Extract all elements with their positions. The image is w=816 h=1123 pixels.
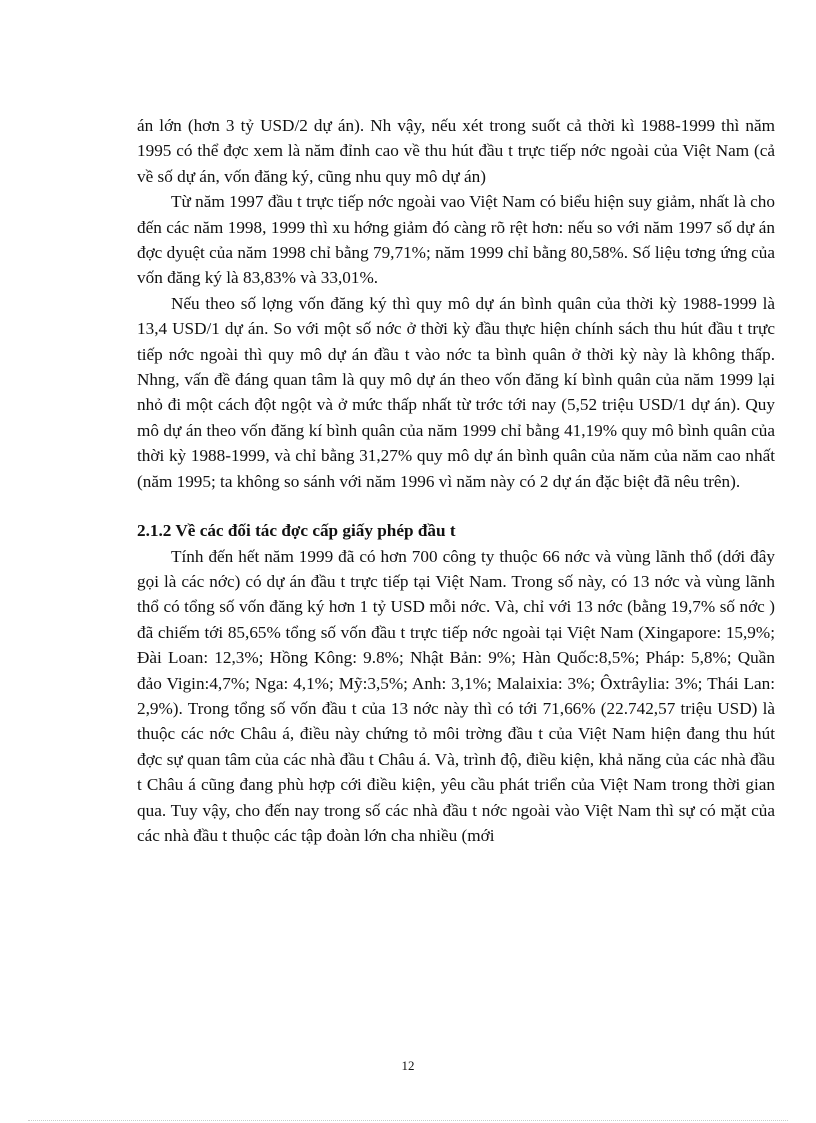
paragraph-partners: Tính đến hết năm 1999 đã có hơn 700 công ty thuộc 66 nớc và vùng lãnh thổ (dới đây gọi là các nớc) có dự án đầu t trực tiếp tại Việt Nam. Trong số này, có 13 nớc và vùng lãnh thổ có tổng số vốn đăng ký hơn 1 tỷ USD mỗi nớc. Và, chỉ với 13 nớc (bằng 19,7% số nớc ) đã chiếm tới 85,65% tổng số vốn đầu t trực tiếp nớc ngoài tại Việt Nam (Xingapore: 15,9%; Đài Loan: 12,3%; Hồng Kông: 9.8%; Nhật Bản: 9%; Hàn Quốc:8,5%; Pháp: 5,8%; Quần đảo Vigin:4,7%; Nga: 4,1%; Mỹ:3,5%; Anh: 3,1%; Malaixia: 3%; Ôxtrâylia: 3%; Thái Lan: 2,9%). Trong tổng số vốn đầu t của 13 nớc này thì có tới 71,66% (22.742,57 triệu USD) là thuộc các nớc Châu á, điều này chứng tỏ môi trờng đầu t của Việt Nam hiện đang thu hút đợc sự quan tâm của các nhà đầu t Châu á. Và, trình độ, điều kiện, khả năng của các nhà đầu t Châu á cũng đang phù hợp cới điều kiện, yêu cầu phát triển của Việt Nam trong thời gian qua. Tuy vậy, cho đến nay trong số các nhà đầu t nớc ngoài vào Việt Nam thì sự có mặt của các nhà đầu t thuộc các tập đoàn lớn cha nhiều (mới [137,546,775,845]
document-body [137,113,775,848]
footer-divider [28,1120,788,1121]
paragraph-project-scale: Nếu theo số lợng vốn đăng ký thì quy mô dự án bình quân của thời kỳ 1988-1999 là 13,4 USD/1 dự án. So với một số nớc ở thời kỳ đầu thực hiện chính sách thu hút đầu t trực tiếp nớc ngoài thì quy mô dự án đầu t vào nớc ta bình quân ở thời kỳ này là không thấp. Nhng, vấn đề đáng quan tâm là quy mô dự án theo vốn đăng kí bình quân của năm 1999 lại nhỏ đi một cách đột ngột và ở mức thấp nhất từ trớc tới nay (5,52 triệu USD/1 dự án). Quy mô dự án theo vốn đăng kí bình quân của năm 1999 chỉ bằng 41,19% quy mô bình quân của thời kỳ 1988-1999, và chỉ bằng 31,27% quy mô dự án bình quân của năm của năm cao nhất (năm 1995; ta không so sánh với năm 1996 vì năm này có 2 dự án đặc biệt đã nêu trên). [137,293,775,491]
section-heading-partners: 2.1.2 Về các đối tác đợc cấp giấy phép đầu t [137,521,456,541]
paragraph-fdi-decline: Từ năm 1997 đầu t trực tiếp nớc ngoài vao Việt Nam có biểu hiện suy giảm, nhất là cho đến các năm 1998, 1999 thì xu hớng giảm đó càng rõ rệt hơn: nếu so với năm 1997 số dự án đợc dyuệt của năm 1998 chỉ bằng 79,71%; năm 1999 chỉ bằng 80,58%. Số liệu tơng ứng của vốn đăng ký là 83,83% và 33,01%. [137,192,775,288]
paragraph-fdi-peak-1995: án lớn (hơn 3 tỷ USD/2 dự án). Nh vậy, nếu xét trong suốt cả thời kì 1988-1999 thì năm 1995 có thể đợc xem là năm đỉnh cao về thu hút đầu t trực tiếp nớc ngoài của Việt Nam (cả về số dự án, vốn đăng ký, cũng nhu quy mô dự án) [137,116,775,186]
page-number: 12 [401,1058,415,1073]
